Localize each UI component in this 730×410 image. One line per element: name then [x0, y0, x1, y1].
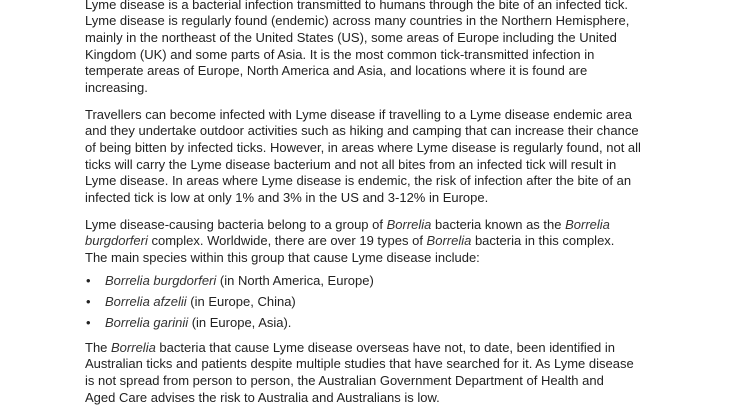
- text-line: [85, 173, 725, 190]
- text-segment: Lyme disease-causing bacteria belong to a group of: [85, 216, 387, 232]
- text-line: [85, 13, 725, 30]
- text-line: [85, 80, 725, 97]
- text-segment: ticks will carry the Lyme disease bacterium and not all bites from an infected tick will result in: [85, 156, 617, 172]
- text-line: [85, 340, 725, 357]
- text-segment: infected tick is low at only 1% and 3% in the US and 3-12% in Europe.: [85, 189, 489, 205]
- text-segment: bacteria in this complex.: [471, 233, 615, 249]
- text-segment: bacteria that cause Lyme disease overseas have not, to date, been identified in: [155, 339, 615, 355]
- text-line: [85, 233, 725, 250]
- paragraph-intro: [85, 0, 725, 97]
- paragraph-borrelia-group: [85, 217, 725, 267]
- text-line: [85, 63, 725, 80]
- text-segment: Lyme disease is regularly found (endemic) across many countries in the Northern Hemisphere,: [85, 13, 630, 29]
- bullet-icon: •: [86, 272, 91, 288]
- italic-term: Borrelia: [111, 339, 156, 355]
- paragraph-australia: [85, 340, 725, 407]
- text-segment: increasing.: [85, 79, 148, 95]
- italic-term: burgdorferi: [85, 233, 148, 249]
- bullet-icon: •: [86, 314, 91, 330]
- text-line: [85, 373, 725, 390]
- text-line: [85, 30, 725, 47]
- italic-term: Borrelia afzelii: [105, 293, 187, 309]
- italic-term: Borrelia burgdorferi: [105, 272, 217, 288]
- list-item-text: [105, 315, 291, 332]
- text-line: [85, 107, 725, 124]
- italic-term: Borrelia: [565, 216, 610, 232]
- text-segment: temperate areas of Europe, North America and Asia, and locations where it is found are: [85, 63, 588, 79]
- italic-term: Borrelia garinii: [105, 314, 189, 330]
- text-line: [85, 140, 725, 157]
- list-item-text: [105, 294, 296, 311]
- text-segment: and they undertake outdoor activities such as hiking and camping that can increase their chance: [85, 123, 639, 139]
- text-segment: bacteria known as the: [431, 216, 566, 232]
- italic-term: Borrelia: [426, 233, 472, 249]
- text-line: [85, 390, 725, 407]
- text-line: [85, 190, 725, 207]
- text-line: [85, 217, 725, 234]
- text-segment: Kingdom (UK) and some parts of Asia. It is the most common tick-transmitted infection in: [85, 46, 595, 62]
- text-segment: Lyme disease. In areas where Lyme disease is endemic, the risk of infection after the bite of an: [85, 173, 632, 189]
- text-line: [85, 0, 725, 13]
- text-line: [85, 356, 725, 373]
- text-segment: is not spread from person to person, the Australian Government Department of Health and: [85, 372, 604, 388]
- text-segment: Aged Care advises the risk to Australia and Australians is low.: [85, 389, 440, 405]
- text-line: [85, 250, 725, 267]
- list-item-text: [105, 273, 374, 290]
- text-segment: (in Europe, Asia).: [188, 314, 292, 330]
- text-segment: Australian ticks and patients despite multiple studies that have searched for it. As Lyme disease: [85, 356, 634, 372]
- text-segment: mainly in the northeast of the United States (US), some areas of Europe including the United: [85, 29, 617, 45]
- text-line: [85, 47, 725, 64]
- text-segment: Travellers can become infected with Lyme disease if travelling to a Lyme disease endemic area: [85, 106, 632, 122]
- text-segment: Lyme disease is a bacterial infection transmitted to humans through the bite of an infected tick.: [85, 0, 628, 12]
- text-segment: complex. Worldwide, there are over 19 types of: [147, 233, 427, 249]
- text-line: [85, 157, 725, 174]
- text-segment: The: [85, 339, 112, 355]
- italic-term: Borrelia: [386, 216, 432, 232]
- paragraph-travellers: [85, 107, 725, 207]
- bullet-icon: •: [86, 293, 91, 309]
- text-segment: of being bitten by infected ticks. However, in areas where Lyme disease is regularly found, not all: [85, 139, 641, 155]
- text-segment: (in North America, Europe): [216, 272, 374, 288]
- text-segment: (in Europe, China): [186, 293, 296, 309]
- text-line: [85, 123, 725, 140]
- text-segment: The main species within this group that cause Lyme disease include:: [85, 249, 480, 265]
